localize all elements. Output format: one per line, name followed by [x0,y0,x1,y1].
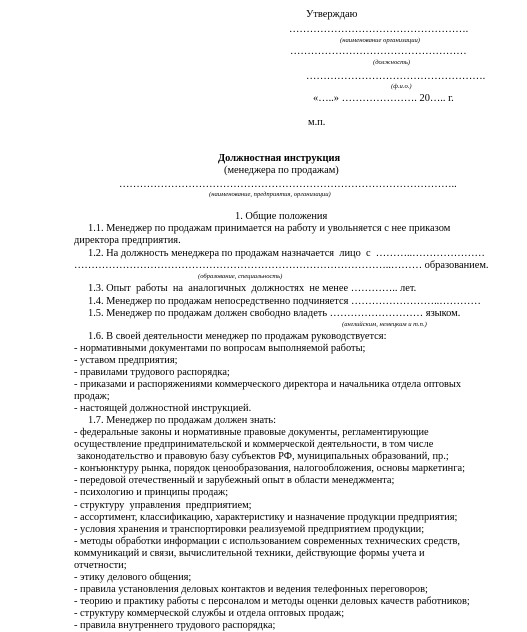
paragraph-line: директора предприятия. [74,235,181,246]
paragraph-line: 1.2. На должность менеджера по продажам назначается лицо с ………..………………… [88,248,485,259]
paragraph-line: 1.5. Менеджер по продажам должен свободно владеть ……………………… языком. [88,308,461,319]
approval-org-line: ……………………………………………. [289,24,469,35]
paragraph-line: 1.1. Менеджер по продажам принимается на работу и увольняется с нее приказом [88,223,451,234]
approval-date: «…..» …………………. 20….. г. [313,93,454,104]
list-item: законодательство и правовую базу субъектов РФ, муниципальных образований, пр.; [77,451,449,462]
list-item: - правила установления деловых контактов и ведения телефонных переговоров; [74,584,428,595]
paragraph-line: ………………………………………………………………………………..……… образованием. [74,260,489,271]
list-item: коммуникаций и связи, вычислительной техники, действующие формы учета и [74,548,425,559]
list-item: - этику делового общения; [74,572,192,583]
list-item: - нормативными документами по вопросам выполняемой работы; [74,343,366,354]
list-item: - настоящей должностной инструкцией. [74,403,252,414]
list-item: - правила внутреннего трудового распорядка; [74,620,276,631]
approval-org-caption: (наименование организации) [340,37,421,44]
list-item: - методы обработки информации с использованием современных технических средств, [74,536,460,547]
organization-line: …………………………………………………………………………………….. [119,179,457,190]
stamp-placeholder: м.п. [308,117,326,128]
approval-position-line: …………………………………………… [290,46,467,57]
approval-position-caption: (должность) [373,59,411,66]
list-item: - теорию и практику работы с персоналом и методы оценки деловых качеств работников; [74,596,470,607]
list-item: - приказами и распоряжениями коммерческого директора и начальника отдела оптовых [74,379,462,390]
list-item: осуществление предпринимательской и коммерческой деятельности, в том числе [74,439,434,450]
list-item: - конъюнктуру рынка, порядок ценообразования, налогообложения, основы маркетинга; [74,463,465,474]
approval-title: Утверждаю [306,9,358,20]
approval-name-caption: (ф.и.о.) [391,83,412,90]
list-item: - структуру управления предприятием; [74,500,252,511]
list-item: - психологию и принципы продаж; [74,487,229,498]
list-item: продаж; [74,391,110,402]
section-heading: 1. Общие положения [235,211,328,222]
document-subtitle: (менеджера по продажам) [224,165,339,176]
language-caption: (английским, немецким и т.п.) [342,321,427,328]
paragraph-line: 1.7. Менеджер по продажам должен знать: [88,415,277,426]
list-item: - федеральные законы и нормативные правовые документы, регламентирующие [74,427,429,438]
organization-caption: (наименование, предприятия, организации) [209,191,331,198]
list-item: - условия хранения и транспортировки реализуемой предприятием продукции; [74,524,425,535]
list-item: - уставом предприятия; [74,355,178,366]
paragraph-line: 1.3. Опыт работы на аналогичных должностях не менее ………….. лет. [88,283,417,294]
document-title: Должностная инструкция [218,153,341,164]
list-item: - ассортимент, классификацию, характеристику и назначение продукции предприятия; [74,512,458,523]
list-item: - структуру коммерческой службы и отдела оптовых продаж; [74,608,345,619]
list-item: - правилами трудового распорядка; [74,367,230,378]
paragraph-line: 1.4. Менеджер по продажам непосредственно подчиняется ……………………..………… [88,296,481,307]
paragraph-line: 1.6. В своей деятельности менеджер по продажам руководствуется: [88,331,387,342]
education-caption: (образование, специальность) [198,273,283,280]
list-item: - передовой отечественный и зарубежный опыт в области менеджмента; [74,475,395,486]
list-item: отчетности; [74,560,127,571]
approval-name-line: ……………………………………………. [306,71,486,82]
